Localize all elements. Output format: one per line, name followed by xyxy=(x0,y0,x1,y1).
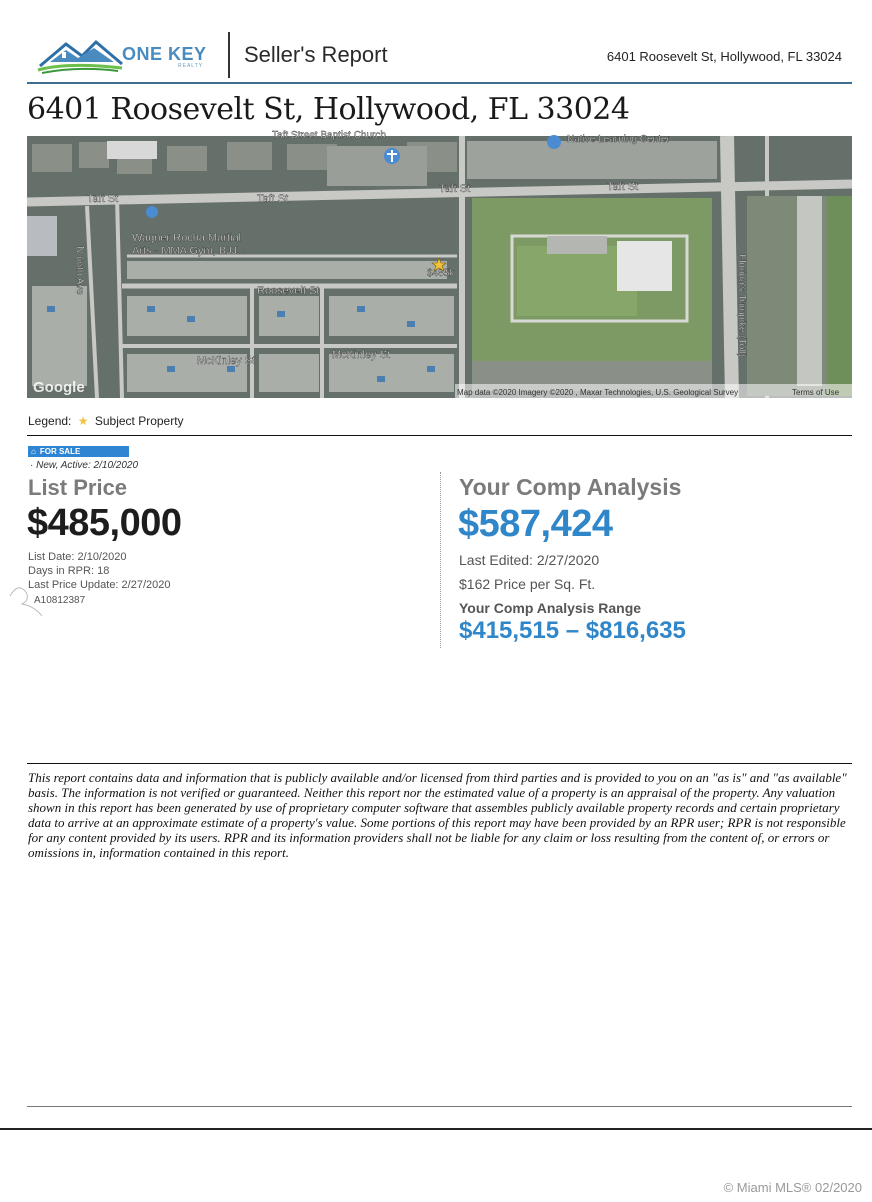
property-address: 6401 Roosevelt St, Hollywood, FL 33024 xyxy=(27,92,630,127)
google-watermark: Google xyxy=(33,379,85,396)
legend-item: Subject Property xyxy=(94,414,184,428)
disclaimer-rule xyxy=(27,763,852,764)
map-label-roosevelt: Roosevelt St xyxy=(257,285,320,297)
house-logo-icon xyxy=(38,36,124,76)
section-rule xyxy=(27,435,852,436)
for-sale-badge: ⌂ FOR SALE xyxy=(28,446,129,457)
map-label-66th-ave: N 66th Ave xyxy=(74,246,85,295)
list-price-label: List Price xyxy=(28,475,128,500)
map-attribution: Map data ©2020 Imagery ©2020 , Maxar Technologies, U.S. Geological Survey xyxy=(457,388,739,397)
disclaimer-text: This report contains data and information that is publicly available and/or licensed from third parties and is provided to you on an "as is" and "as available" basis. The information is not verified or guaranteed. Neither this report nor the estimated value of a property is an appraisal of the property. Any valuation shown in this report has been generated by use of proprietary computer software that assembles publicly available property records and certain proprietary data to arrive at an approximate estimate of a property's value. Some portions of this report may have been provided by an RPR user; RPR is not responsible for any content provided by its users. RPR and its information providers shall not be liable for any claim or loss resulting from the content of, or errors or omissions in, information contained in this report. xyxy=(28,770,847,860)
pen-mark-icon xyxy=(4,574,46,618)
map-pin-icon[interactable] xyxy=(547,135,561,149)
map-label-learning: Native Learning Center xyxy=(567,134,670,145)
copyright-watermark: © Miami MLS® 02/2020 xyxy=(723,1180,862,1195)
listing-status: · New, Active: 2/10/2020 xyxy=(30,460,139,471)
map-label-taft-4: Taft St xyxy=(607,181,639,193)
map-graphic xyxy=(27,130,852,398)
column-divider xyxy=(440,472,441,648)
map-label-church: Taft Street Baptist Church xyxy=(272,130,386,141)
comp-range-label: Your Comp Analysis Range xyxy=(459,600,642,616)
list-date: List Date: 2/10/2020 xyxy=(28,551,127,563)
map-label-taft-2: Taft St xyxy=(257,193,289,205)
legend-label: Legend: xyxy=(28,414,72,428)
header-rule xyxy=(27,82,852,84)
logo-subtext: REALTY xyxy=(178,63,204,69)
map-label-taft-1: Taft St xyxy=(87,193,119,205)
footer-rule xyxy=(27,1106,852,1107)
map-terms-link: Terms of Use xyxy=(792,388,840,397)
map-label-taft-3: Taft St xyxy=(439,183,471,195)
comp-last-edited: Last Edited: 2/27/2020 xyxy=(459,552,600,568)
comp-analysis-value: $587,424 xyxy=(458,503,613,545)
map-label-price-pin: $485k xyxy=(427,268,455,279)
map-label-mckinley-1: McKinley St xyxy=(197,355,256,367)
comp-range-value: $415,515 – $816,635 xyxy=(459,617,686,644)
days-in-rpr: Days in RPR: 18 xyxy=(28,565,110,577)
map-label-turnpike: Florida's Turnpike (Toll) xyxy=(736,254,747,358)
map-label-arts: Arts - MMA Gym, BJJ... xyxy=(132,245,247,257)
map-pin-icon[interactable] xyxy=(384,148,400,164)
map-legend xyxy=(28,414,184,428)
list-price-value: $485,000 xyxy=(27,502,182,544)
subject-property-icon: ★ xyxy=(77,414,89,428)
map-pin-icon[interactable] xyxy=(146,206,158,218)
header-divider xyxy=(228,32,230,78)
last-price-update: Last Price Update: 2/27/2020 xyxy=(28,579,171,591)
aerial-map[interactable] xyxy=(27,130,852,398)
mls-number: A10812387 xyxy=(34,595,86,606)
comp-analysis-label: Your Comp Analysis xyxy=(459,474,682,500)
logo-text: ONE KEY xyxy=(122,44,207,64)
house-icon: ⌂ xyxy=(31,447,36,456)
comp-price-per-sqft: $162 Price per Sq. Ft. xyxy=(459,576,596,592)
map-label-mckinley-2: McKinley St xyxy=(332,349,391,361)
map-label-wagner: Wagner Rocha Martial xyxy=(132,232,242,244)
header-address: 6401 Roosevelt St, Hollywood, FL 33024 xyxy=(606,49,842,64)
report-title: Seller's Report xyxy=(244,42,388,67)
